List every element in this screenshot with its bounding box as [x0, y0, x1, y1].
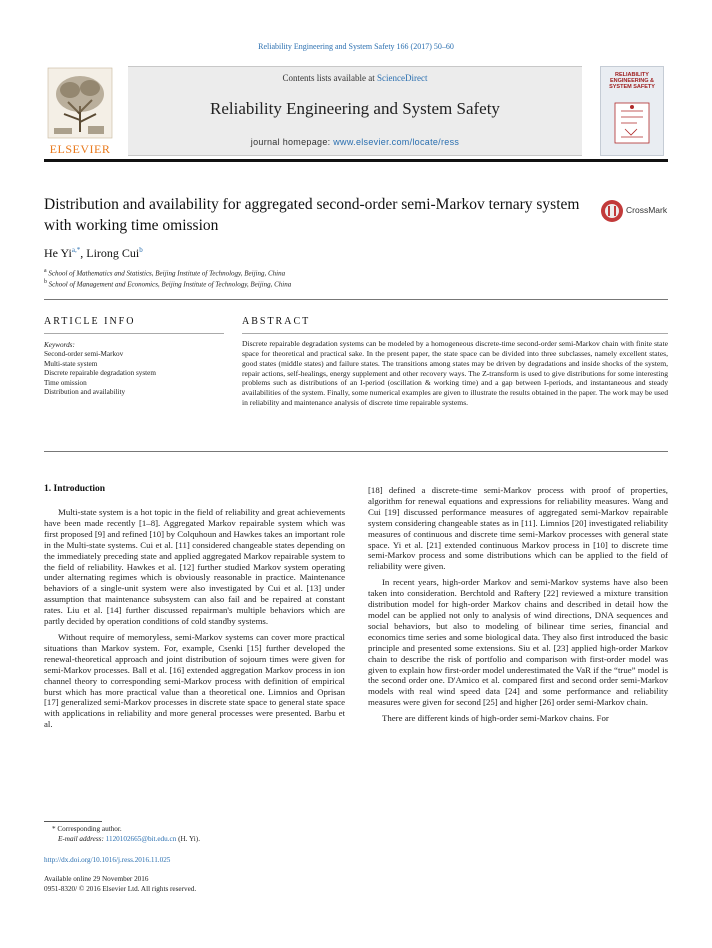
- abstract-rule: [242, 333, 668, 334]
- keyword-item: Multi-state system: [44, 359, 98, 368]
- article-info-heading: ARTICLE INFO: [44, 316, 136, 327]
- body-right-column: [368, 485, 668, 724]
- affiliation-marker: a: [44, 268, 47, 274]
- keyword-item: Discrete repairable degradation system: [44, 369, 156, 378]
- author-affiliation-marker[interactable]: b: [139, 246, 143, 254]
- abstract-text: Discrete repairable degradation systems can be modeled by a homogeneous discrete-time second-order semi-Markov chain with finite state space for theoretical and practical sake. In the present paper, the state space can be divided into three subclasses, namely excellent states, good states (middle states) and failure states. The transitions among states may be driven by degradations and inside shocks of the system, repair actions, self-healings, energy supplement and other recovery ways. The Z-transform is used to give distributions for some interesting problems such as distributions of an I-period (oscillation & working time) and a gap between I-periods, and instantaneous and steady availabilities of the system. Finally, some numerical examples are given to illustrate the results obtained in the paper. The work may be used in reliability and maintenance analysis of discrete time repairable systems.: [242, 339, 668, 408]
- body-paragraph: There are different kinds of high-order semi-Markov chains. For: [382, 713, 609, 724]
- abstract-divider: [44, 451, 668, 452]
- author-separator: ,: [80, 246, 87, 260]
- keywords-block: [44, 341, 224, 397]
- body-paragraph: [18] defined a discrete-time semi-Markov process with proof of properties, algorithm for renewal equations and expressions for reliability measures. Wang and Cui [19] discussed performance measures of aggregated semi-Markov repairable system considering changeable states as in [11]. Limnios [20] investigated reliability measures of continuous and discrete time semi-Markov processes with general state space. Yi et al. [21] extended continuous Markov process in [10] to discrete time semi-Markov process and some distributions which can be applied to the field of reliability were given.: [368, 485, 668, 572]
- email-note: [58, 835, 200, 845]
- title-divider: [44, 299, 668, 300]
- abstract-heading: ABSTRACT: [242, 316, 311, 327]
- homepage-label: journal homepage:: [250, 137, 334, 147]
- crossmark-icon[interactable]: [600, 199, 624, 223]
- doi-text[interactable]: http://dx.doi.org/10.1016/j.ress.2016.11.025: [44, 856, 171, 864]
- journal-homepage-link[interactable]: www.elsevier.com/locate/ress: [333, 137, 460, 147]
- cover-illustration: [601, 93, 663, 153]
- keyword-item: Second-order semi-Markov: [44, 350, 124, 359]
- journal-name: Reliability Engineering and System Safety: [210, 99, 500, 118]
- affiliation-marker: b: [44, 279, 47, 285]
- affiliation-text: School of Mathematics and Statistics, Beijing Institute of Technology, Beijing, China: [48, 269, 286, 278]
- elsevier-wordmark: ELSEVIER: [49, 142, 111, 156]
- author-affiliation-marker[interactable]: a,*: [71, 246, 81, 254]
- author-name[interactable]: He Yi: [44, 246, 72, 260]
- body-paragraph: Without require of memoryless, semi-Markov systems can cover more practical situations than Markov system. For, example, Csenki [15] further developed the renewal-theoretical approach and joint distribution of sojourn times were given for semi-Markov processes. Ball et al. [16] extended aggregation Markov process in ion channel theory to corresponding semi-Markov process with definition of empirical burst which has more practical value than a theoretical one. Limnios and Oprisan [17] generalized semi-Markov processes in discrete state space to general state space with applications in reliability and more general processes were presented. Barbu et al.: [44, 631, 345, 730]
- journal-homepage-line: [128, 137, 582, 147]
- header-divider: [44, 159, 668, 162]
- affiliation: [44, 279, 291, 288]
- keyword-item: Time omission: [44, 378, 87, 387]
- cover-title: RELIABILITY ENGINEERING & SYSTEM SAFETY: [609, 72, 655, 90]
- contents-prefix: Contents lists available at: [282, 73, 377, 83]
- doi-link[interactable]: [44, 856, 170, 866]
- corresponding-author-note: * Corresponding author.: [52, 825, 122, 833]
- email-link[interactable]: 1120102665@bit.edu.cn: [105, 835, 177, 843]
- contents-line: [128, 73, 582, 83]
- body-left-column: [44, 507, 345, 730]
- author-name[interactable]: Lirong Cui: [86, 246, 140, 260]
- keyword-item: Distribution and availability: [44, 388, 126, 397]
- crossmark-label[interactable]: CrossMark: [626, 205, 668, 215]
- journal-banner: [128, 66, 582, 156]
- body-paragraph: In recent years, high-order Markov and semi-Markov systems have also been taken into consideration. Berchtold and Raftery [22] reviewed a mixture transition distribution model for high-order Markov chains and described in detail how the model can be applied not only to analysis of wind directions, DNA sequences and social behaviors, but also to modeling of bilinear time series, financial and economics time series and some biological data. They also first introduced the basic principle and presented some extensions. Siu et al. [23] applied high-order Markov chain to describe the risk of portfolio and comparison with first-order model was given to explain how first-order model underestimated the VaR if the “true” model is the second order one. D'Amico et al. compared first and second order semi-Markov models with real wind speed data [24] and some performance and reliability measures were given for second [25] and higher [26] order semi-Markov chain.: [368, 577, 668, 708]
- affiliation: [44, 268, 285, 277]
- email-suffix: (H. Yi).: [176, 835, 200, 843]
- available-online: Available online 29 November 2016: [44, 875, 149, 883]
- issn-copyright: 0951-8320/ © 2016 Elsevier Ltd. All rights reserved.: [44, 885, 197, 893]
- body-paragraph: Multi-state system is a hot topic in the field of reliability and great achievements have been made recently [1–8]. Aggregated Markov repairable system which was first proposed [9] and refined [10] by Colquhoun and Hawkes takes an important role in the Multi-state systems. Cui et al. [11] considered changeable states depending on the immediately preceding state and applied aggregated Markov repairable system to the field of reliability. Hawkes et al. [12] further studied Markov system operating under alternating regimes which is obviously reasonable in practice. Maintenance behaviors of a single-unit system were also investigated by Cui et al. [13] under assumption that maintenance subsystem can also fail and be repaired at constant rates. Liu et al. [14] further discussed repairman's multiple behaviors which are partly decided by operation conditions of cold standby systems.: [44, 507, 345, 627]
- journal-citation[interactable]: Reliability Engineering and System Safety 166 (2017) 50–60: [258, 42, 454, 51]
- email-label: E-mail address:: [58, 835, 106, 843]
- affiliation-text: School of Management and Economics, Beijing Institute of Technology, Beijing, China: [48, 280, 292, 289]
- sciencedirect-link[interactable]: ScienceDirect: [377, 73, 428, 83]
- section-title: 1. Introduction: [44, 484, 106, 494]
- article-info-rule: [44, 333, 224, 334]
- keywords-label: Keywords:: [44, 341, 75, 349]
- footnote-rule: [44, 821, 102, 822]
- author-list: [44, 246, 143, 261]
- article-title: Distribution and availability for aggregated second-order semi-Markov ternary system with working time omission: [44, 196, 580, 234]
- journal-cover-thumbnail[interactable]: [600, 66, 664, 156]
- journal-header: [44, 66, 668, 156]
